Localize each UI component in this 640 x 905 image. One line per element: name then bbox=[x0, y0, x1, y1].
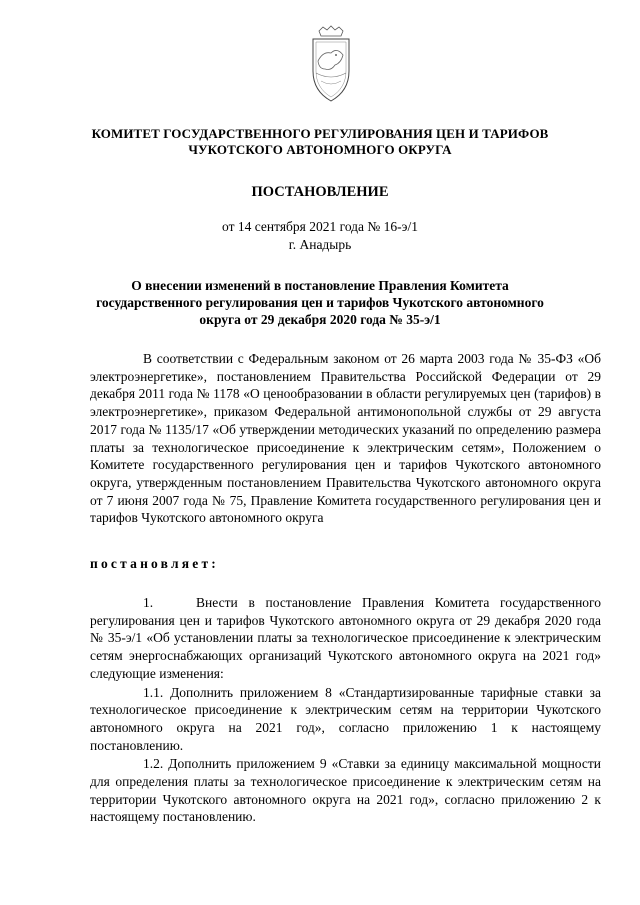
chukotka-coat-of-arms-icon bbox=[309, 25, 353, 103]
preamble bbox=[90, 350, 601, 527]
document-date-number: от 14 сентября 2021 года № 16-э/1 bbox=[222, 219, 418, 234]
preamble-paragraph: В соответствии с Федеральным законом от 26 марта 2003 года № 35-ФЗ «Об электроэнергетике», постановлением Правительства Российской Федерации от 29 декабря 2011 года № 1178 «О ценообразовании в области регулируемых цен (тарифов) в электроэнергетике», приказом Федеральной антимонопольной службы от 29 августа 2017 года № 1135/17 «Об утверждении методических указаний по определению размера платы за технологическое присоединение к электрическим сетям», Положением о Комитете государственного регулирования цен и тарифов Чукотского автономного округа, утвержденным постановлением Правительства Чукотского автономного округа от 7 июня 2007 года № 75, Правление Комитета государственного регулирования цен и тарифов Чукотского автономного округа bbox=[90, 351, 601, 526]
document-place: г. Анадырь bbox=[288, 237, 352, 252]
agency-name bbox=[60, 126, 580, 158]
subject-line3: округа от 29 декабря 2020 года № 35-э/1 bbox=[199, 312, 441, 327]
decree-word: постановляет: bbox=[90, 556, 219, 571]
decree-items bbox=[90, 594, 601, 827]
document-subject bbox=[80, 277, 560, 328]
agency-name-line2: ЧУКОТСКОГО АВТОНОМНОГО ОКРУГА bbox=[188, 142, 452, 157]
decree-item-1: 1. Внести в постановление Правления Комитета государственного регулирования цен и тарифов Чукотского автономного округа от 29 декабря 2020 года № 35-э/1 «Об установлении платы за технологическое присоединение к электрическим сетям энергоснабжающих организаций Чукотского автономного округа на 2021 год» следующие изменения: bbox=[90, 595, 601, 681]
subject-line2: государственного регулирования цен и тарифов Чукотского автономного bbox=[96, 295, 544, 310]
document-type: ПОСТАНОВЛЕНИЕ bbox=[251, 184, 389, 200]
document-meta bbox=[60, 218, 580, 254]
subject-line1: О внесении изменений в постановление Правления Комитета bbox=[131, 278, 509, 293]
decree-item-1-1: 1.1. Дополнить приложением 8 «Стандартизированные тарифные ставки за технологическое присоединение к электрическим сетям на территории Чукотского автономного округа на 2021 год», согласно приложению 1 к настоящему постановлению. bbox=[90, 684, 601, 753]
agency-name-line1: КОМИТЕТ ГОСУДАРСТВЕННОГО РЕГУЛИРОВАНИЯ ЦЕН И ТАРИФОВ bbox=[91, 126, 549, 141]
decree-item-1-2: 1.2. Дополнить приложением 9 «Ставки за единицу максимальной мощности для определения платы за технологическое присоединение к электрическим сетям на территории Чукотского автономного округа на 2021 год», согласно приложению 2 к настоящему постановлению. bbox=[90, 756, 601, 825]
